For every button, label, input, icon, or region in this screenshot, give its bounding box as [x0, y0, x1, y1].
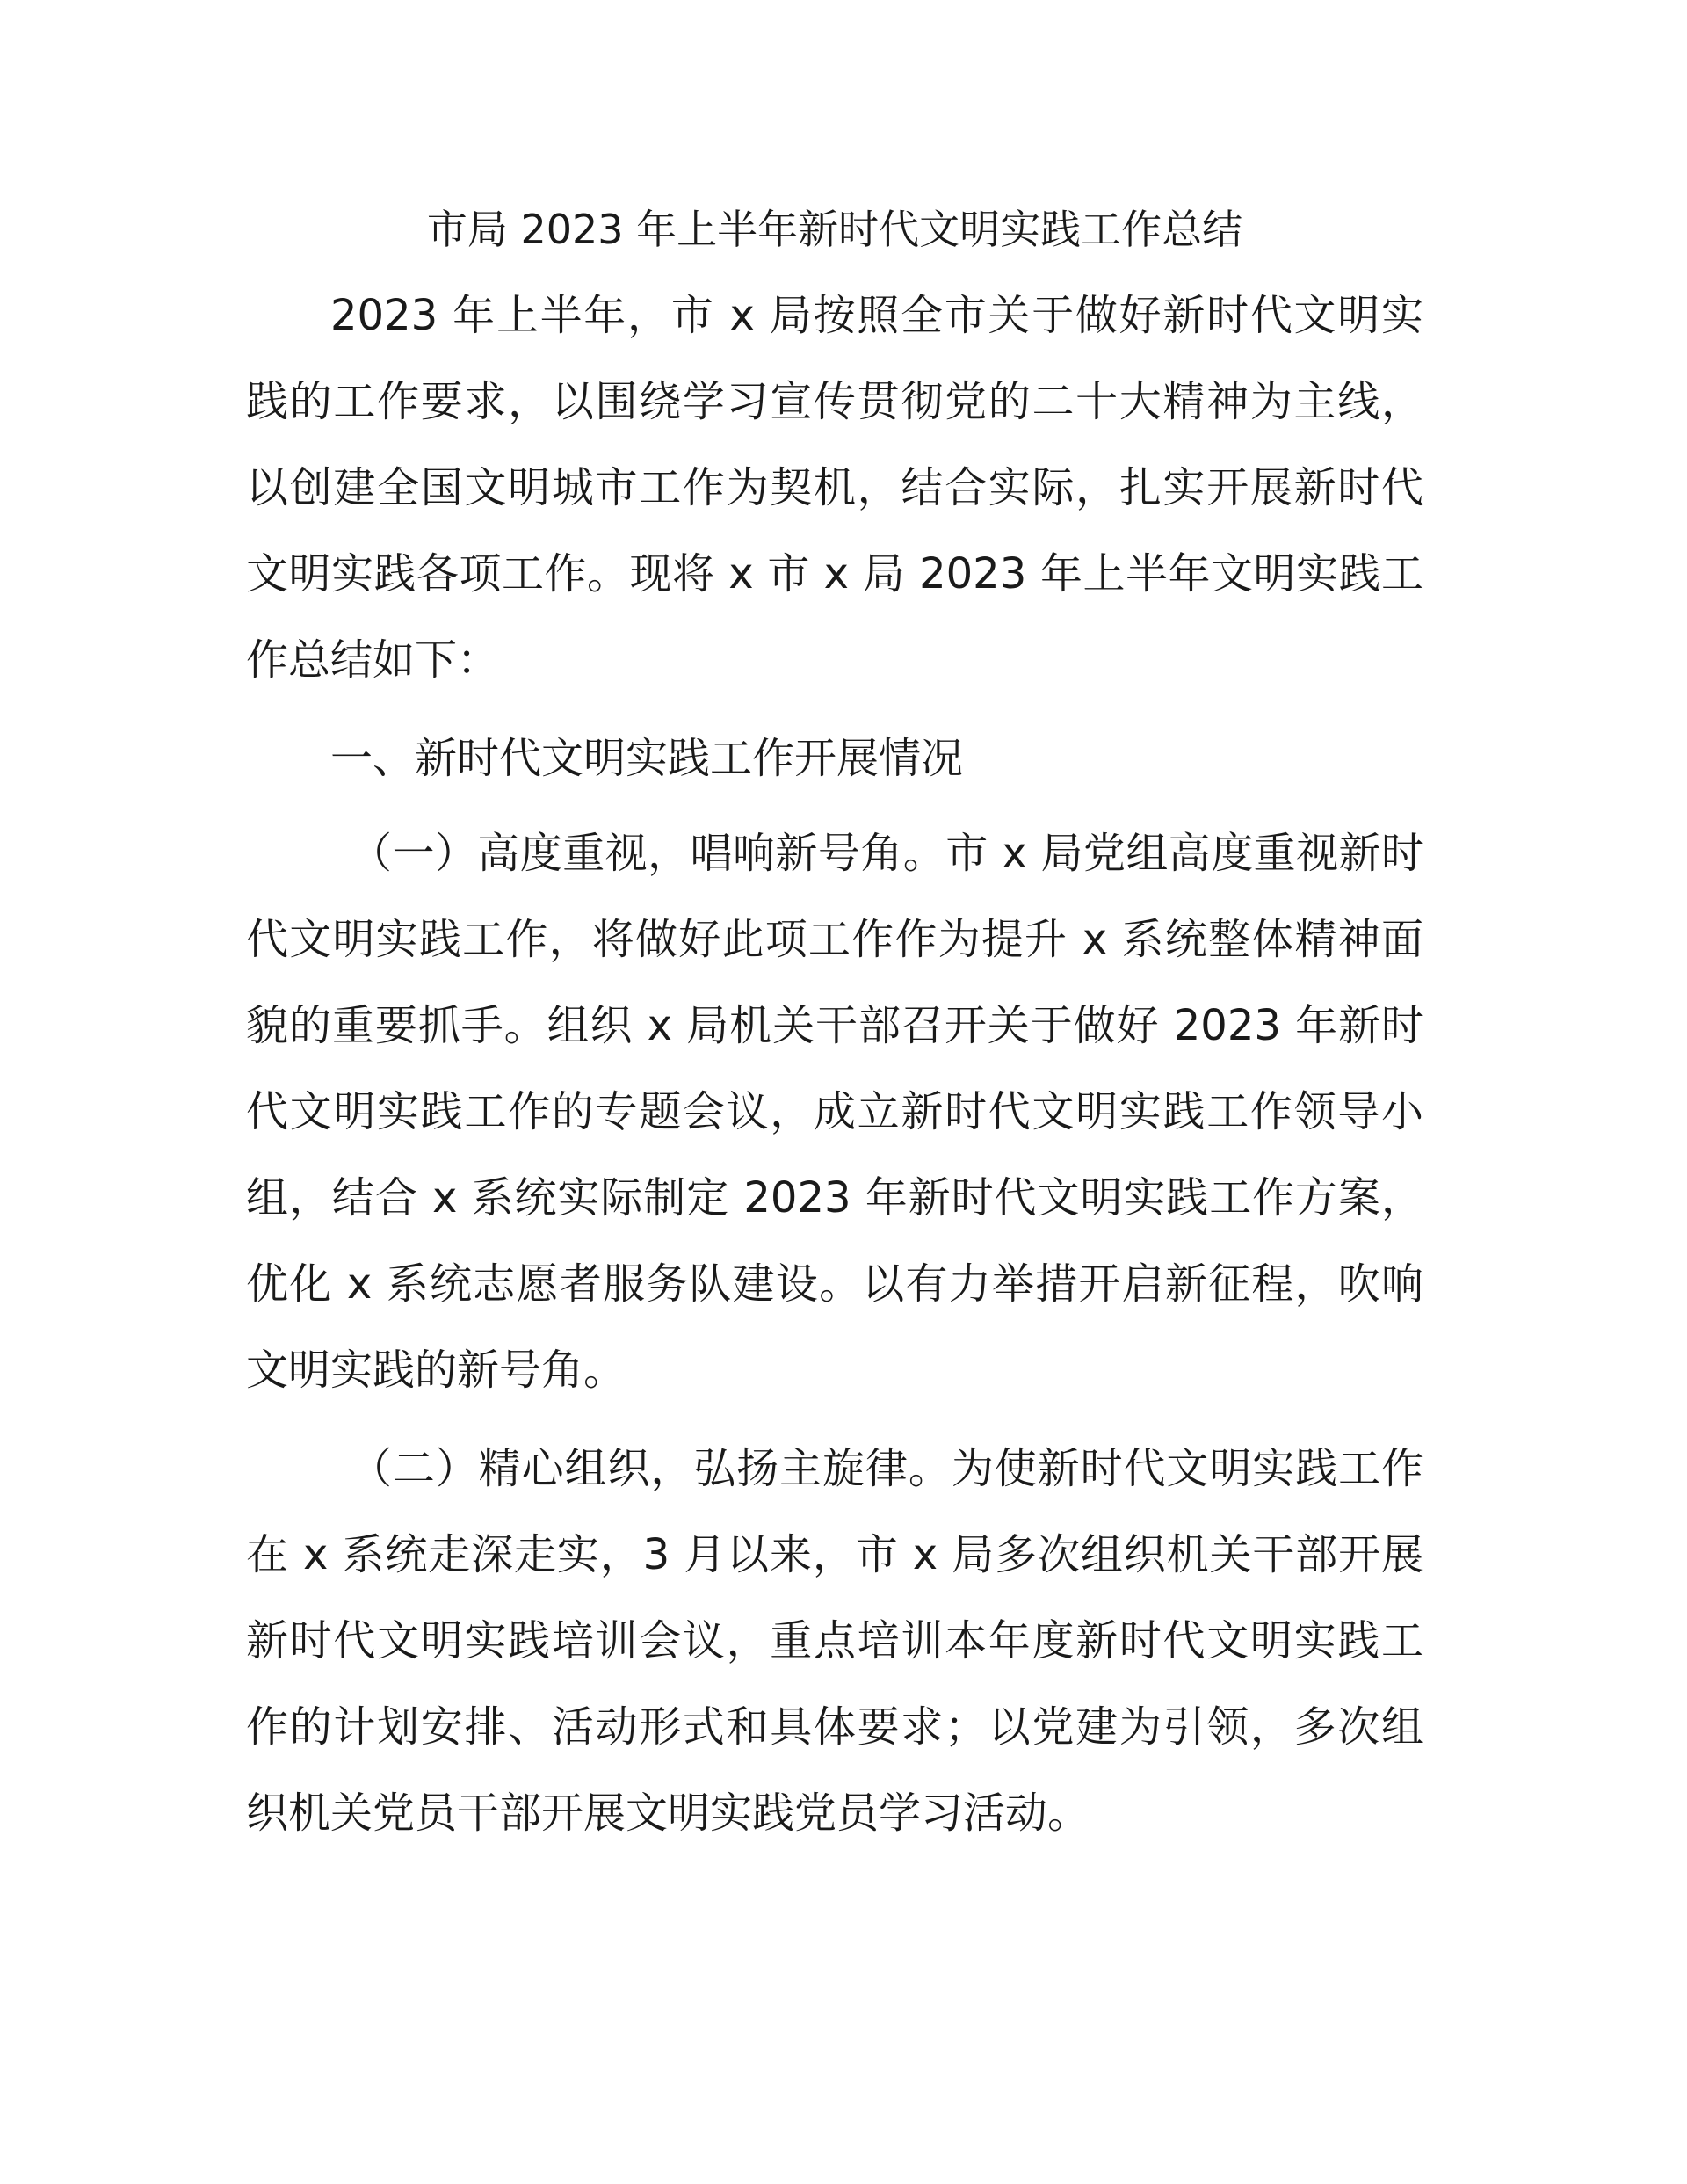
intro-paragraph: 2023 年上半年，市 x 局按照全市关于做好新时代文明实践的工作要求，以围绕学习宣传贯彻党的二十大精神为主线，以创建全国文明城市工作为契机，结合实际，扎实开展新时代文明实践各项工作。现将 x 市 x 局 2023 年上半年文明实践工作总结如下：	[246, 291, 1423, 685]
document-title: 市局 2023 年上半年新时代文明实践工作总结	[426, 206, 1243, 253]
section-heading: 一、新时代文明实践工作开展情况	[330, 734, 964, 783]
paragraph-1: （一）高度重视，唱响新号角。市 x 局党组高度重视新时代文明实践工作，将做好此项工作作为提升 x 系统整体精神面貌的重要抓手。组织 x 局机关干部召开关于做好 2023 年新时代文明实践工作的专题会议，成立新时代文明实践工作领导小组，结合 x 系统实际制定 2023 年新时代文明实践工作方案，优化 x 系统志愿者服务队建设。以有力举措开启新征程，吹响文明实践的新号角。	[246, 829, 1423, 1395]
paragraph-2: （二）精心组织，弘扬主旋律。为使新时代文明实践工作在 x 系统走深走实，3 月以来，市 x 局多次组织机关干部开展新时代文明实践培训会议，重点培训本年度新时代文明实践工作的计划安排、活动形式和具体要求；以党建为引领，多次组织机关党员干部开展文明实践党员学习活动。	[246, 1444, 1423, 1838]
document-body	[246, 193, 1423, 1856]
